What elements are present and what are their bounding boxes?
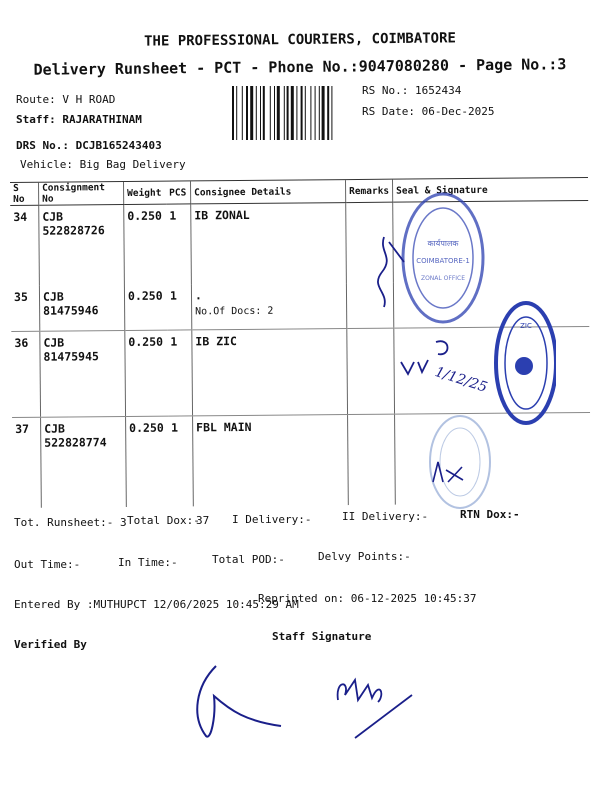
svg-text:COIMBATORE-1: COIMBATORE-1 bbox=[416, 257, 470, 265]
row-sno: 35 bbox=[11, 285, 40, 331]
entered-by: Entered By :MUTHUPCT 12/06/2025 10:45:29 AM bbox=[14, 598, 299, 611]
total-dox-value: 37 bbox=[196, 514, 210, 527]
row-consignee: IB ZONAL bbox=[191, 203, 347, 284]
row-weight: 0.250 bbox=[126, 416, 169, 506]
row-pcs: 1 bbox=[171, 420, 179, 435]
rs-date: RS Date: 06-Dec-2025 bbox=[362, 105, 495, 118]
svg-text:ZONAL OFFICE: ZONAL OFFICE bbox=[420, 275, 466, 282]
total-runsheet: Tot. Runsheet:- 3 bbox=[14, 516, 127, 529]
row-weight: 0.250 bbox=[124, 204, 167, 284]
svg-text:ZIC: ZIC bbox=[520, 322, 532, 330]
col-pcs: PCS bbox=[166, 181, 191, 204]
total-pod: Total POD:- bbox=[212, 553, 285, 566]
row34-signature bbox=[374, 232, 414, 312]
row-remarks bbox=[348, 414, 396, 504]
rtn-dox: RTN Dox:- bbox=[460, 508, 520, 521]
zic-stamp bbox=[486, 298, 556, 428]
row36-date: 1/12/25 bbox=[432, 364, 490, 396]
row-consignee: IB ZIC bbox=[192, 329, 348, 416]
row-consignment: CJB 81475946 bbox=[39, 285, 124, 332]
delvy-points: Delvy Points:- bbox=[318, 550, 411, 563]
docs-count: No.Of Docs: 2 bbox=[195, 305, 274, 317]
runsheet-subtitle: Delivery Runsheet - PCT - Phone No.:9047080280 - Page No.:3 bbox=[33, 55, 567, 79]
col-sno: S No bbox=[10, 182, 39, 205]
col-consignee: Consignee Details bbox=[190, 180, 345, 204]
row-consignee: FBL MAIN bbox=[193, 415, 349, 506]
drs-number: DRS No.: DCJB165243403 bbox=[16, 139, 162, 152]
verified-by: Verified By bbox=[14, 638, 87, 651]
route-label: Route: V H ROAD bbox=[16, 93, 116, 106]
barcode-image bbox=[232, 86, 358, 140]
row-remarks bbox=[347, 328, 395, 414]
vehicle-label: Vehicle: Big Bag Delivery bbox=[20, 158, 186, 171]
row37-signature bbox=[428, 452, 468, 492]
out-time: Out Time:- bbox=[14, 558, 81, 571]
svg-text:कार्यपालक: कार्यपालक bbox=[427, 239, 459, 248]
row-consignment: CJB 522828726 bbox=[39, 205, 125, 286]
staff-signature bbox=[330, 660, 420, 740]
col-consignment: Consignment No bbox=[39, 182, 124, 206]
i-delivery: I Delivery:- bbox=[232, 513, 312, 526]
col-seal: Seal & Signature bbox=[393, 177, 589, 202]
in-time: In Time:- bbox=[118, 556, 178, 569]
row-weight: 0.250 bbox=[125, 330, 168, 416]
col-weight: Weight bbox=[124, 181, 167, 204]
ii-delivery: II Delivery:- bbox=[342, 510, 429, 523]
row-consignee-value: . bbox=[194, 287, 202, 302]
row-pcs: 1 bbox=[167, 284, 192, 330]
row-consignee bbox=[191, 283, 346, 330]
staff-signature-label: Staff Signature bbox=[272, 630, 372, 643]
company-title: THE PROFESSIONAL COURIERS, COIMBATORE bbox=[143, 30, 457, 50]
col-remarks: Remarks bbox=[345, 179, 392, 202]
row-pcs: 1 bbox=[167, 330, 192, 416]
row-sno: 37 bbox=[15, 421, 30, 436]
row-sno: 36 bbox=[11, 331, 40, 417]
verifier-signature bbox=[186, 656, 296, 746]
reprinted-on: Reprinted on: 06-12-2025 10:45:37 bbox=[258, 592, 477, 605]
total-dox-label: Total Dox:- bbox=[127, 514, 200, 527]
rs-number: RS No.: 1652434 bbox=[362, 84, 462, 97]
row-weight: 0.250 bbox=[124, 284, 167, 330]
row-sno: 34 bbox=[13, 209, 28, 224]
table-row bbox=[10, 200, 589, 285]
staff-label: Staff: RAJARATHINAM bbox=[16, 113, 142, 126]
row-pcs: 1 bbox=[169, 208, 177, 223]
row-consignment: CJB 81475945 bbox=[40, 331, 126, 418]
row-consignment: CJB 522828774 bbox=[41, 417, 127, 508]
